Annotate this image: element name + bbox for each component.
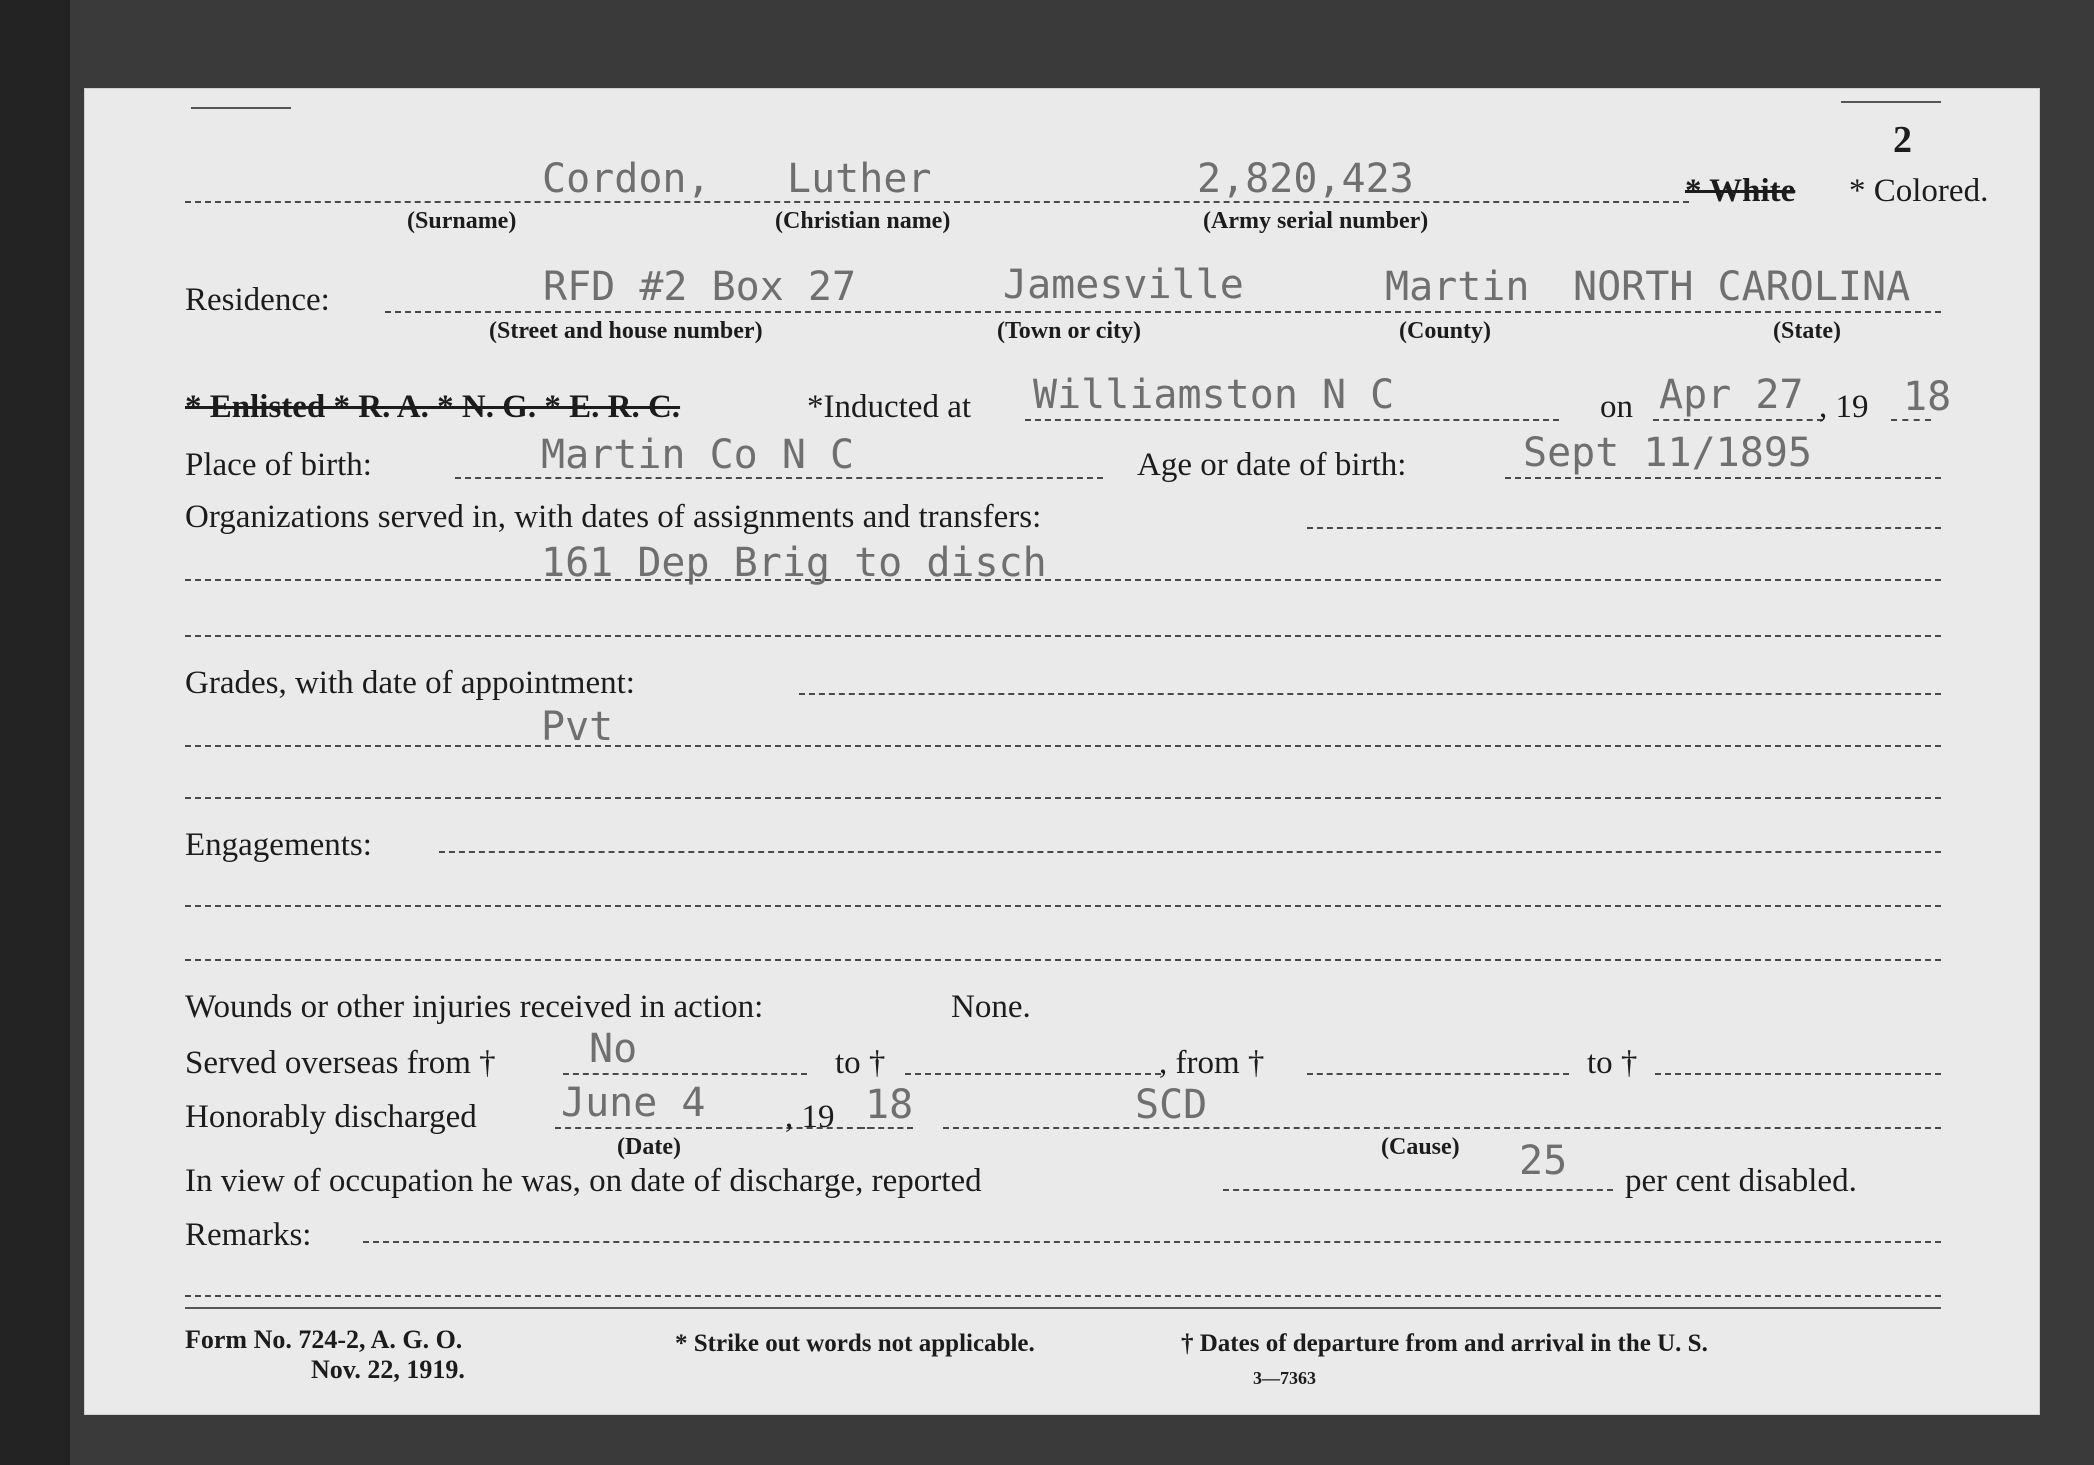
organizations-line-2 [185, 579, 1941, 581]
state-caption: (State) [1773, 318, 1841, 344]
serial-caption: (Army serial number) [1203, 208, 1429, 234]
county-caption: (County) [1399, 318, 1492, 344]
grades-label: Grades, with date of appointment: [185, 665, 635, 701]
town-caption: (Town or city) [997, 318, 1141, 344]
serial-value: 2,820,423 [1197, 156, 1414, 202]
wounds-value: None. [951, 989, 1031, 1025]
overseas-from-value: No [589, 1026, 638, 1072]
enlisted-struck: * Enlisted * R. A. * N. G. * E. R. C. [185, 389, 681, 425]
inducted-year-value: 18 [1903, 374, 1952, 420]
grades-line-2 [185, 745, 1941, 747]
inducted-date-value: Apr 27 [1659, 372, 1804, 418]
corner-mark [191, 107, 291, 109]
christian-name-value: Luther [787, 156, 932, 202]
birth-place-label: Place of birth: [185, 447, 372, 483]
inducted-place-value: Williamston N C [1033, 372, 1395, 418]
grades-line-3 [185, 797, 1941, 799]
birth-place-line [455, 477, 1103, 479]
on-label: on [1600, 389, 1633, 425]
overseas-to-label: to † [835, 1045, 886, 1081]
discharge-cause-value: SCD [1135, 1082, 1208, 1128]
overseas-to2-label: to † [1587, 1045, 1638, 1081]
inducted-year-line [1891, 419, 1931, 421]
organizations-line [1307, 527, 1941, 529]
inducted-label: *Inducted at [807, 389, 972, 425]
overseas-label: Served overseas from † [185, 1045, 496, 1081]
discharge-label: Honorably discharged [185, 1099, 477, 1135]
scan-edge [0, 0, 70, 1465]
grades-value: Pvt [541, 704, 614, 750]
dates-note: † Dates of departure from and arrival in the U. S. [1181, 1330, 1708, 1357]
disability-line [1223, 1189, 1613, 1191]
remarks-line [363, 1241, 1941, 1243]
overseas-from2-line [1307, 1073, 1569, 1075]
christian-name-caption: (Christian name) [775, 208, 951, 234]
form-number: Form No. 724-2, A. G. O. [185, 1325, 463, 1354]
inducted-line [1025, 419, 1559, 421]
corner-mark [1841, 101, 1941, 103]
street-caption: (Street and house number) [489, 318, 763, 344]
disability-suffix: per cent disabled. [1625, 1163, 1857, 1199]
strike-note: * Strike out words not applicable. [675, 1330, 1035, 1357]
remarks-label: Remarks: [185, 1217, 312, 1253]
birth-date-value: Sept 11/1895 [1523, 430, 1812, 476]
street-value: RFD #2 Box 27 [543, 264, 857, 310]
county-value: Martin [1385, 264, 1530, 310]
discharge-cause-line [943, 1127, 1941, 1129]
engagements-line-3 [185, 959, 1941, 961]
wounds-label: Wounds or other injuries received in action: [185, 989, 764, 1025]
print-code: 3—7363 [1253, 1368, 1316, 1388]
organizations-line-3 [185, 635, 1941, 637]
disability-value: 25 [1519, 1138, 1568, 1184]
engagements-line [439, 851, 1941, 853]
overseas-to2-line [1655, 1073, 1941, 1075]
colored-option: * Colored. [1849, 173, 1989, 209]
town-value: Jamesville [1003, 262, 1244, 308]
surname-caption: (Surname) [407, 208, 517, 234]
overseas-from-line [563, 1073, 807, 1075]
discharge-date-value: June 4 [561, 1080, 706, 1126]
residence-line [385, 311, 1941, 313]
discharge-year-line [859, 1127, 913, 1129]
organizations-label: Organizations served in, with dates of assignments and transfers: [185, 499, 1042, 535]
disability-label: In view of occupation he was, on date of discharge, reported [185, 1163, 982, 1199]
discharge-year-prefix: , 19 [785, 1099, 835, 1135]
birth-date-label: Age or date of birth: [1137, 447, 1407, 483]
service-record-card [84, 88, 2040, 1415]
overseas-to-line [905, 1073, 1161, 1075]
residence-label: Residence: [185, 282, 330, 318]
grades-line [799, 693, 1941, 695]
name-line [185, 201, 1689, 203]
inducted-year-prefix: , 19 [1819, 389, 1869, 425]
form-date: Nov. 22, 1919. [311, 1355, 465, 1384]
remarks-line-2 [185, 1295, 1941, 1297]
white-option: * White [1685, 173, 1796, 209]
card-number: 2 [1893, 119, 1912, 161]
discharge-date-caption: (Date) [617, 1134, 681, 1160]
birth-date-line [1505, 477, 1941, 479]
state-value: NORTH CAROLINA [1573, 264, 1911, 310]
birth-place-value: Martin Co N C [541, 432, 855, 478]
discharge-cause-caption: (Cause) [1381, 1134, 1460, 1160]
organizations-value: 161 Dep Brig to disch [541, 540, 1047, 586]
engagements-line-2 [185, 905, 1941, 907]
overseas-from2-label: , from † [1159, 1045, 1265, 1081]
surname-value: Cordon, [542, 156, 711, 202]
inducted-date-line [1653, 419, 1823, 421]
footer-rule [185, 1307, 1941, 1309]
discharge-year-value: 18 [865, 1082, 914, 1128]
engagements-label: Engagements: [185, 827, 372, 863]
